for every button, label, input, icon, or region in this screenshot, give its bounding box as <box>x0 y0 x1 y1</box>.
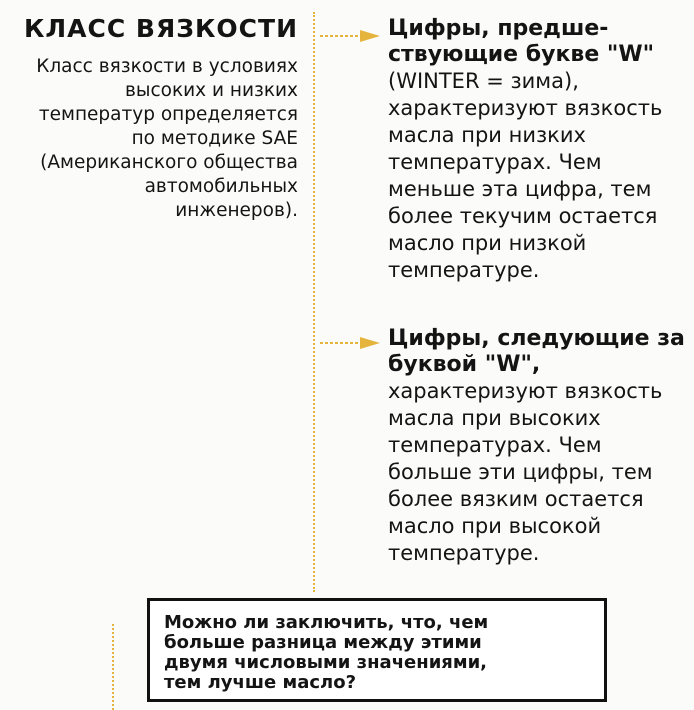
block-body-line: больше эти цифры, тем <box>388 460 653 484</box>
intro-line: высоких и низких <box>124 80 298 101</box>
block-body-line: (WINTER = зима), <box>388 69 579 93</box>
block-body-line: температурах. Чем <box>388 433 602 457</box>
callout-line: тем лучше масло? <box>164 672 357 693</box>
block-body-line: температуре. <box>388 541 540 565</box>
block-body-line: более текучим остается <box>388 204 658 228</box>
arrow-right-icon <box>318 335 382 351</box>
dotted-divider <box>313 12 315 592</box>
block-body-line: более вязким остается <box>388 487 644 511</box>
question-callout <box>147 598 607 702</box>
block-title-line: Цифры, предше- <box>388 16 609 41</box>
block-body-line: температурах. Чем <box>388 150 602 174</box>
arrow-right-icon <box>318 28 382 44</box>
intro-line: температур определяется <box>38 104 298 125</box>
block-body-line: меньше эта цифра, тем <box>388 177 652 201</box>
intro-text <box>0 55 298 223</box>
callout-line: больше разница между этими <box>164 632 482 653</box>
block-title-line: Цифры, следующие за <box>388 326 685 351</box>
block-body-line: масло при высокой <box>388 514 602 538</box>
callout-line: двумя числовыми значениями, <box>164 652 488 673</box>
dotted-divider-lower <box>112 624 114 710</box>
block-title-line: буквой "W", <box>388 352 541 377</box>
block-body-line: характеризуют вязкость <box>388 379 663 403</box>
block-body-line: характеризуют вязкость <box>388 96 663 120</box>
block-high-temperature <box>388 326 685 567</box>
intro-line: инженеров). <box>175 200 298 221</box>
intro-line: автомобильных <box>144 176 298 197</box>
intro-line: Класс вязкости в условиях <box>36 56 298 77</box>
block-body-line: температуре. <box>388 258 540 282</box>
section-heading: КЛАСС ВЯЗКОСТИ <box>23 14 298 43</box>
block-body-line: масла при низких <box>388 123 586 147</box>
intro-line: по методике SAE <box>131 128 298 149</box>
intro-line: (Американского общества <box>40 152 298 173</box>
callout-line: Можно ли заключить, что, чем <box>164 612 489 633</box>
block-body-line: масла при высоких <box>388 406 601 430</box>
block-low-temperature <box>388 16 662 284</box>
block-body-line: масло при низкой <box>388 231 587 255</box>
block-title-line: ствующие букве "W" <box>388 42 655 67</box>
